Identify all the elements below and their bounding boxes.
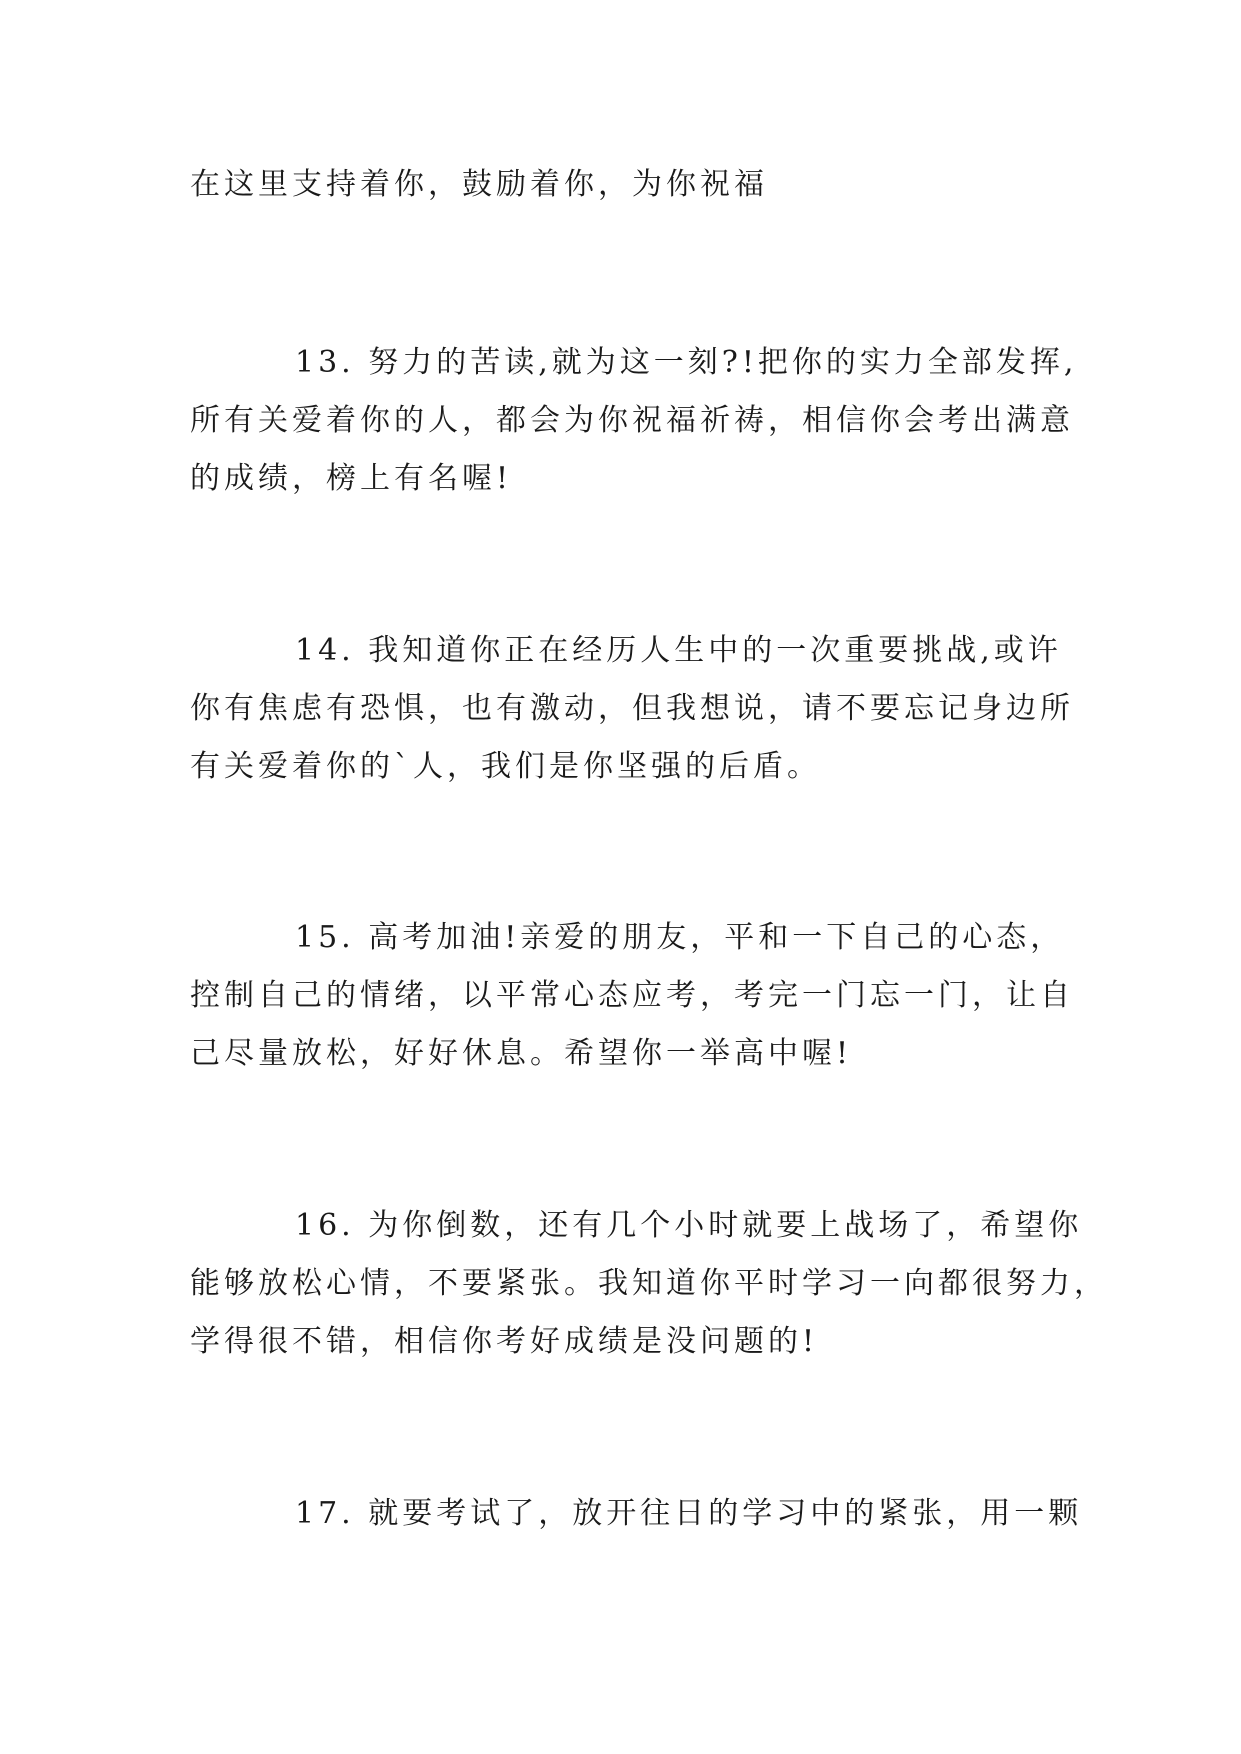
paragraph-line: 己尽量放松，好好休息。希望你一举高中喔! xyxy=(190,1036,853,1071)
paragraph-16 xyxy=(190,1197,1108,1371)
paragraph-13 xyxy=(190,334,1078,508)
paragraph-line: 控制自己的情绪，以平常心态应考，考完一门忘一门，让自 xyxy=(190,978,1074,1013)
paragraph-first-line: 13. 努力的苦读,就为这一刻?!把你的实力全部发挥, xyxy=(295,345,1078,380)
paragraph-line: 在这里支持着你，鼓励着你，为你祝福 xyxy=(190,167,768,202)
paragraph-line: 能够放松心情，不要紧张。我知道你平时学习一向都很努力， xyxy=(190,1266,1108,1301)
paragraph-first-line: 17. 就要考试了，放开往日的学习中的紧张，用一颗 xyxy=(295,1496,1083,1531)
paragraph-continuation xyxy=(190,156,1050,214)
paragraph-line: 学得很不错，相信你考好成绩是没问题的! xyxy=(190,1324,819,1359)
paragraph-line: 你有焦虑有恐惧，也有激动，但我想说，请不要忘记身边所 xyxy=(190,691,1074,726)
paragraph-first-line: 15. 高考加油!亲爱的朋友，平和一下自己的心态， xyxy=(295,920,1065,955)
paragraph-14 xyxy=(190,622,1074,796)
paragraph-line: 所有关爱着你的人，都会为你祝福祈祷，相信你会考出满意 xyxy=(190,403,1074,438)
paragraph-first-line: 16. 为你倒数，还有几个小时就要上战场了，希望你 xyxy=(295,1208,1083,1243)
paragraph-line: 有关爱着你的`人，我们是你坚强的后盾。 xyxy=(190,749,821,784)
paragraph-first-line: 14. 我知道你正在经历人生中的一次重要挑战,或许 xyxy=(295,633,1062,668)
paragraph-17 xyxy=(190,1485,1083,1543)
paragraph-line: 的成绩，榜上有名喔! xyxy=(190,461,513,496)
paragraph-15 xyxy=(190,909,1074,1083)
